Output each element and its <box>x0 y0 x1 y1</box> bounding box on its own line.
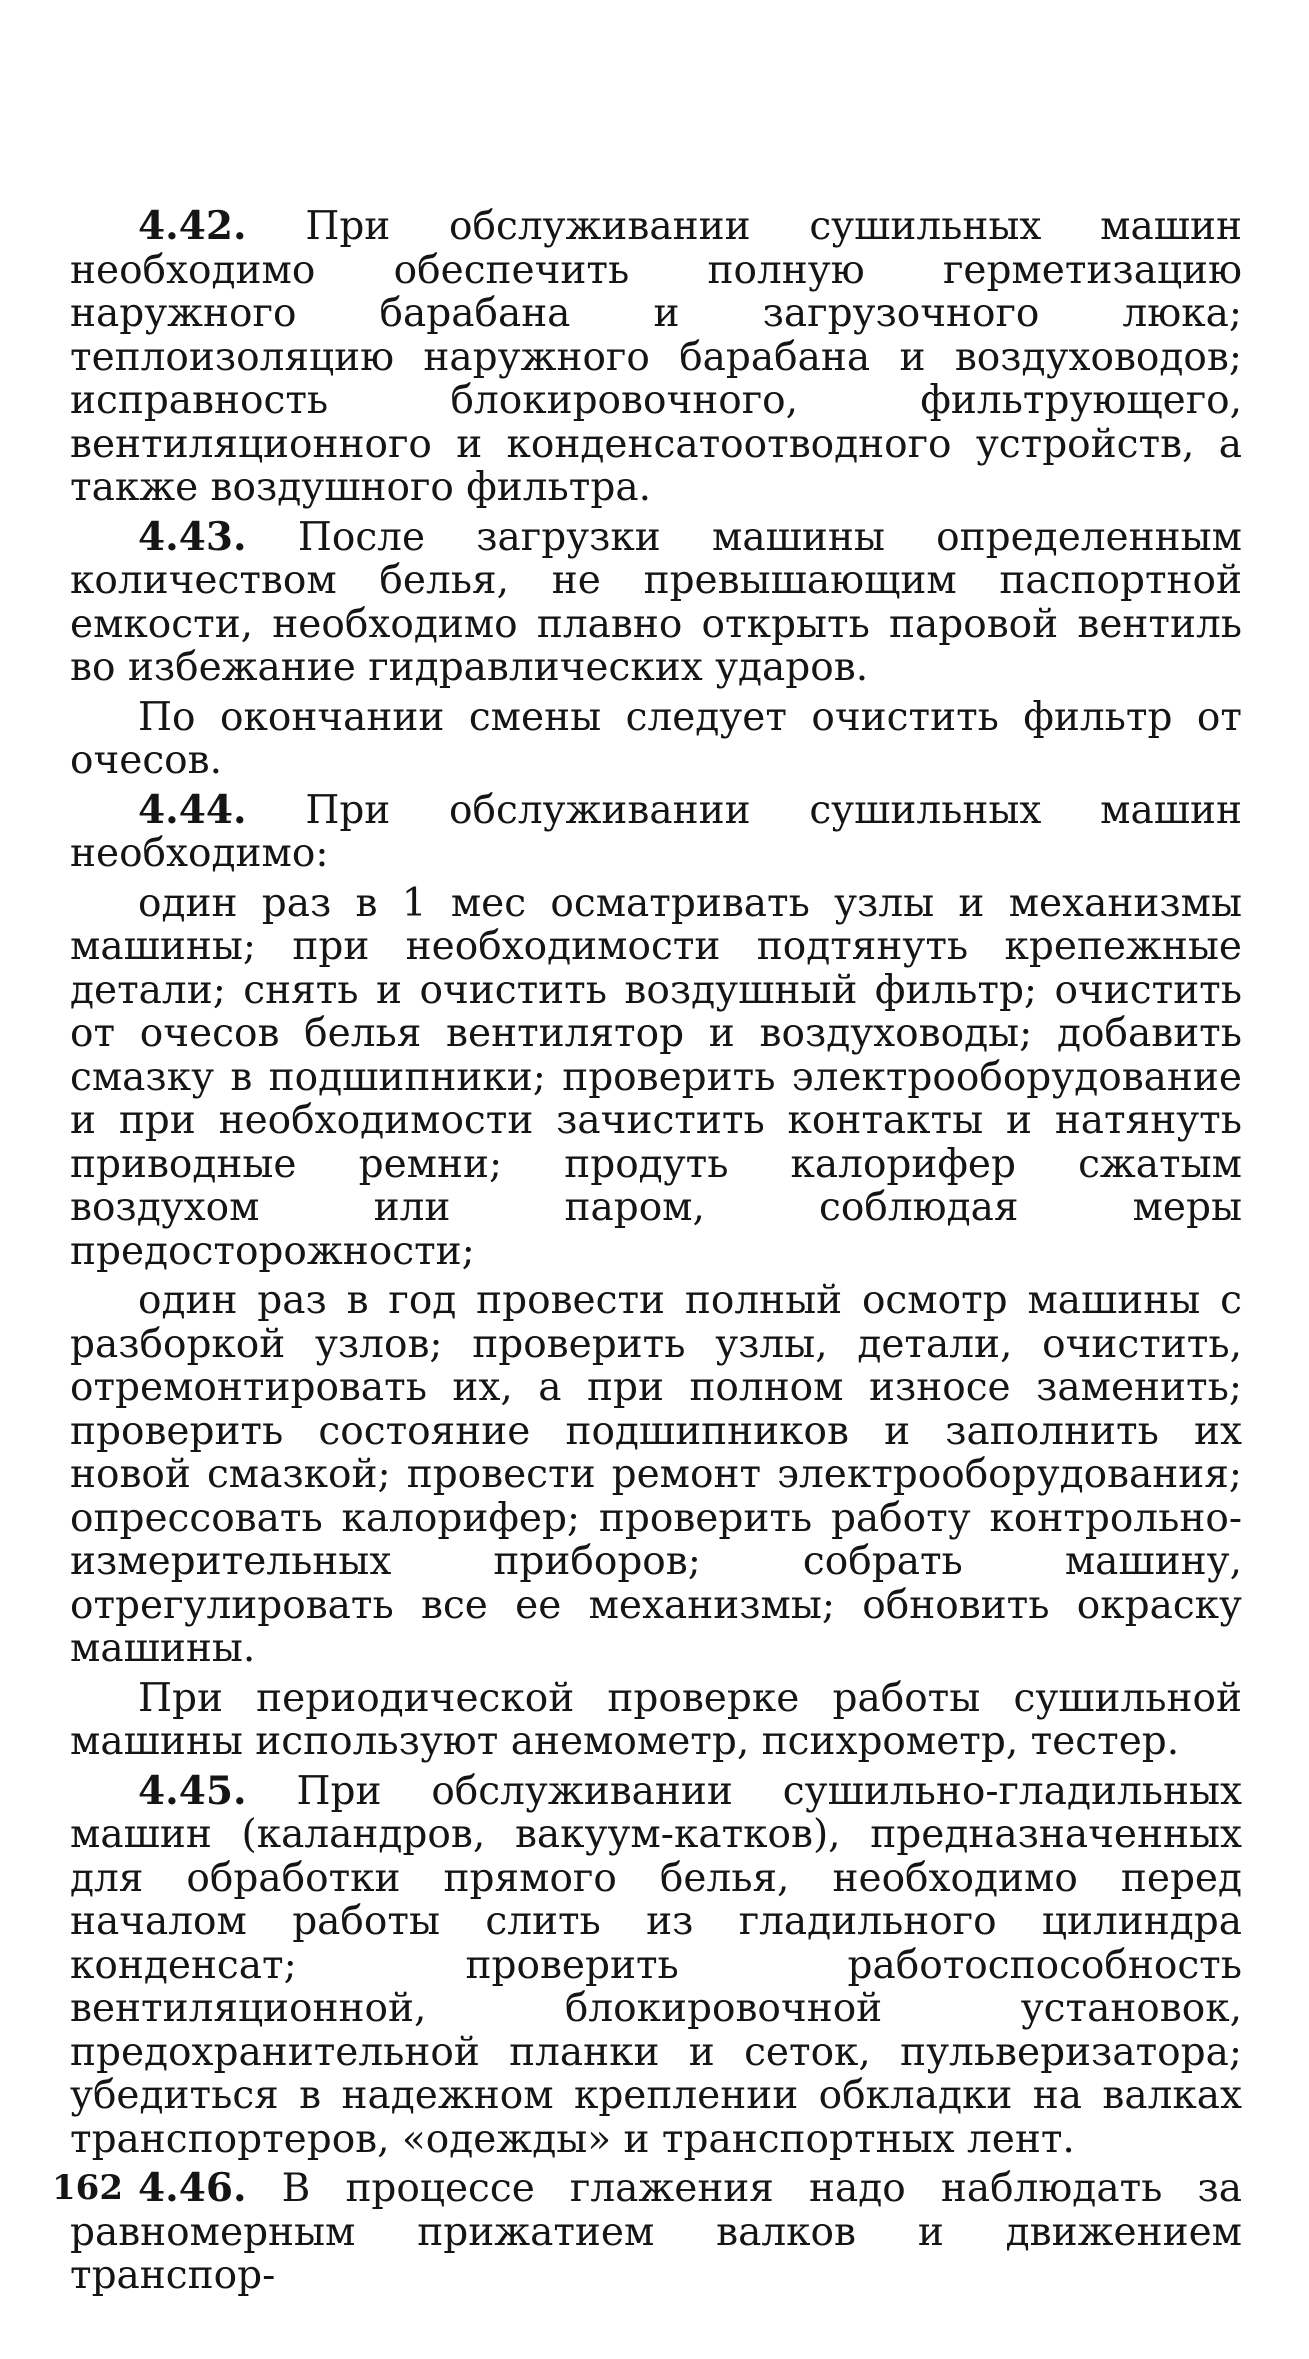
paragraph-number: 4.42. <box>138 203 247 249</box>
paragraph-text: После загрузки машины определенным количеством белья, не превышающим паспортной емкости, необходимо плавно открыть паровой вентиль во избежание гидравлических ударов. <box>70 514 1242 690</box>
paragraph-4-46 <box>70 2167 1242 2298</box>
paragraph-4-45 <box>70 1767 1242 2162</box>
paragraph-4-42 <box>70 205 1242 510</box>
paragraph-number: 4.43. <box>138 513 247 560</box>
paragraph-text: один раз в год провести полный осмотр машины с разборкой узлов; проверить узлы, детали, очистить, отремонтировать их, а при полном износе заменить; проверить состояние подшипников и заполнить их новой смазкой; провести ремонт электрооборудования; опрессовать калорифер; проверить работу контрольно-измерительных приборов; собрать машину, отрегулировать все ее механизмы; обновить окраску машины. <box>70 1278 1242 1671</box>
paragraph-monthly-check <box>70 882 1242 1274</box>
paragraph-text: В процессе глажения надо наблюдать за равномерным прижатием валков и движением транспор- <box>70 2166 1242 2298</box>
paragraph-text: При обслуживании сушильных машин необходимо: <box>70 787 1242 876</box>
paragraph-yearly-check <box>70 1279 1242 1671</box>
paragraph-number: 4.44. <box>138 786 247 833</box>
paragraph-text: один раз в 1 мес осматривать узлы и механизмы машины; при необходимости подтянуть крепежные детали; снять и очистить воздушный фильтр; очистить от очесов белья вентилятор и воздуховоды; добавить смазку в подшипники; проверить электрооборудование и при необходимости зачистить контакты и натянуть приводные ремни; продуть калорифер сжатым воздухом или паром, соблюдая меры предосторожности; <box>70 880 1242 1274</box>
page-body <box>70 205 1242 2304</box>
paragraph-number: 4.45. <box>138 1767 247 1814</box>
paragraph-text: При периодической проверке работы сушильной машины используют анемометр, психрометр, тестер. <box>70 1675 1242 1764</box>
paragraph-filter-cleaning <box>70 696 1242 783</box>
page-number: 162 <box>52 2168 123 2208</box>
paragraph-text: При обслуживании сушильных машин необходимо обеспечить полную герметизацию наружного барабана и загрузочного люка; теплоизоляцию наружного барабана и воздуховодов; исправность блокировочного, фильтрующего, вентиляционного и конденсатоотводного устройств, а также воздушного фильтра. <box>70 204 1242 510</box>
paragraph-text: При обслуживании сушильно-гладильных машин (каландров, вакуум-катков), предназначенных для обработки прямого белья, необходимо перед началом работы слить из гладильного цилиндра конденсат; проверить работоспособность вентиляционной, блокировочной установок, предохранительной планки и сеток, пульверизатора; убедиться в надежном креплении обкладки на валках транспортеров, «одежды» и транспортных лент. <box>70 1768 1242 2162</box>
paragraph-4-44 <box>70 786 1242 876</box>
paragraph-number: 4.46. <box>138 2165 247 2211</box>
paragraph-text: По окончании смены следует очистить фильтр от очесов. <box>70 694 1242 783</box>
paragraph-4-43 <box>70 513 1242 690</box>
paragraph-periodic-check <box>70 1677 1242 1764</box>
